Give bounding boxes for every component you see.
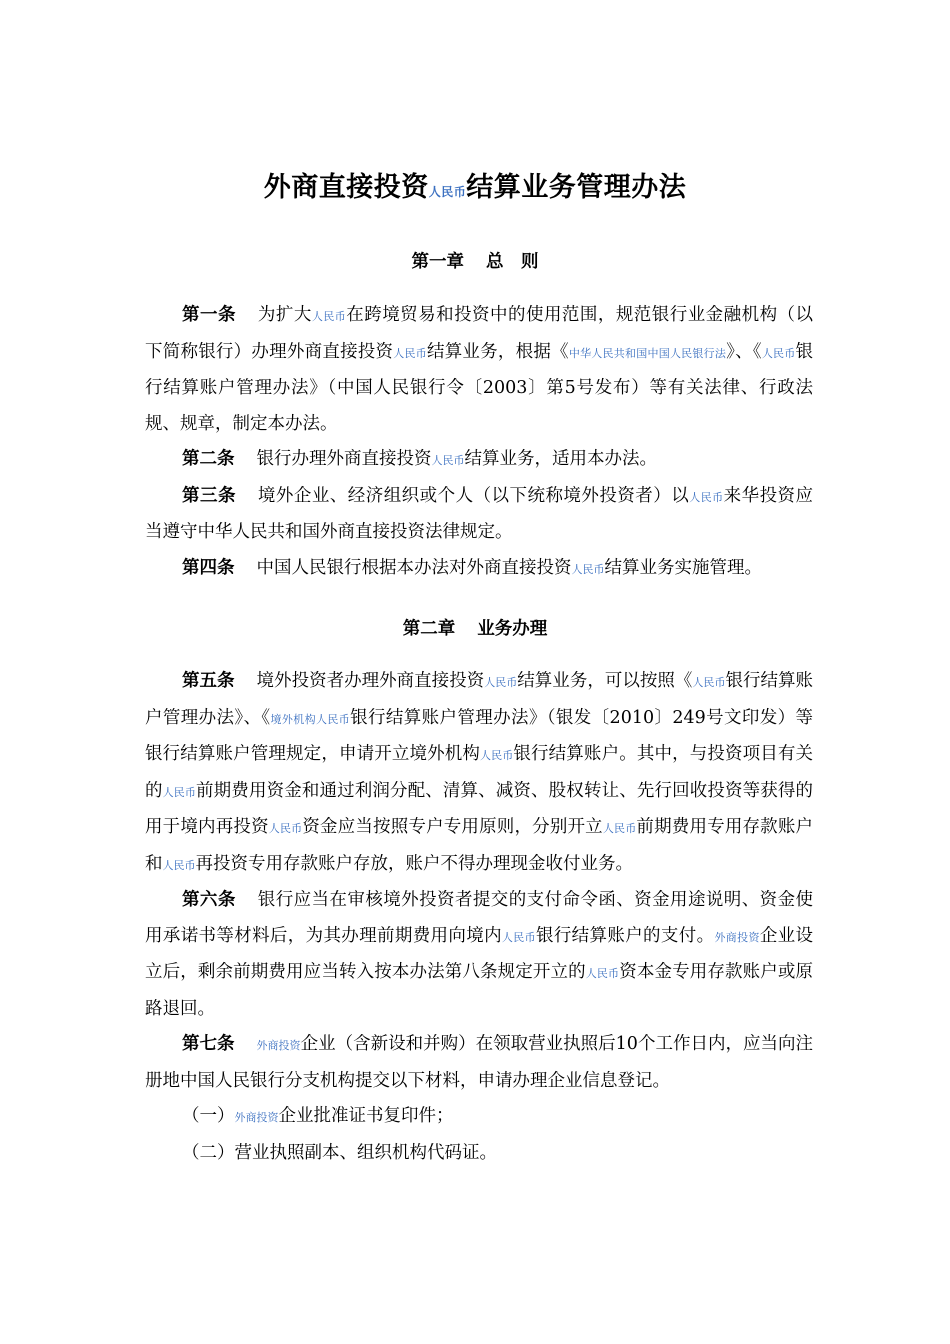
article-2-label: 第二条 [182,449,235,469]
article-1-text-4: 》、《 [726,341,762,362]
list-item-1-text: 企业批准证书复印件； [278,1106,454,1126]
article-5-annotation-1: 人民币 [484,676,518,689]
article-6-text-4: 资本金专用存款账户或原路退回。 [145,962,814,1019]
document-title [0,165,950,204]
chapter-2-heading [0,615,950,640]
article-2-text-1: 银行办理外商直接投资 [256,449,432,469]
article-5-annotation-6: 人民币 [268,822,303,835]
article-5-text-7: 资金应当按照专户专用原则，分别开立 [302,817,603,837]
list-item-1-annotation: 外商投资 [234,1111,279,1124]
article-1-annotation-4: 人民币 [761,346,796,360]
chapter-1-heading [0,248,950,273]
title-text-post: 结算业务管理办法 [466,172,687,203]
article-5-text-9: 再投资专用存款账户存放，账户不得办理现金收付业务。 [195,853,633,874]
article-1-text-2: 在跨境贸易和投资中的使用范围，规范银行业金融机构（以下简称银行）办理外商直接投资 [145,305,814,362]
title-annotation: 人民币 [428,185,467,199]
article-1-annotation-3: 中华人民共和国中国人民银行法 [568,346,727,360]
article-3-text-2: 来华投资应当遵守中华人民共和国外商直接投资法律规定。 [145,485,814,542]
title-text-pre: 外商直接投资 [263,172,429,203]
article-6-annotation-1: 人民币 [501,930,536,944]
article-1 [145,298,813,442]
article-1-text-3: 结算业务，根据《 [426,341,569,362]
article-6-annotation-2: 外商投资 [714,930,760,944]
article-7-label: 第七条 [182,1034,235,1054]
article-5-annotation-4: 人民币 [480,749,514,762]
article-6-label: 第六条 [182,890,236,910]
list-item-1 [145,1099,813,1136]
article-5-annotation-2: 人民币 [692,676,726,689]
article-2 [145,442,813,479]
article-5-annotation-3: 境外机构人民币 [270,712,351,726]
article-5-text-8: 前期费用专用存款账户和 [145,817,814,874]
article-2-text-2: 结算业务，适用本办法。 [464,449,657,469]
chapter-1-name: 总 则 [486,252,539,272]
article-5-label: 第五条 [182,671,235,691]
article-5-text-3: 银行结算账户管理办法》、《 [145,671,814,728]
chapter-2-label: 第二章 [402,619,456,639]
list-item-2-text: 营业执照副本、组织机构代码证。 [234,1142,497,1163]
list-item-2-label: （二） [182,1142,235,1163]
article-7-annotation-1: 外商投资 [256,1039,301,1052]
article-1-annotation-1: 人民币 [311,310,347,323]
article-1-text-5: 银行结算账户管理办法》（中国人民银行令〔2003〕第5号发布）等有关法律、行政法规、规章，制定本办法。 [145,341,814,434]
article-3-annotation-1: 人民币 [689,490,724,504]
article-4-annotation-1: 人民币 [571,562,605,576]
article-5 [145,664,813,883]
list-item-1-label: （一） [182,1106,235,1126]
article-1-annotation-2: 人民币 [393,346,427,360]
article-5-text-2: 结算业务，可以按照《 [517,671,693,691]
article-3-text-1: 境外企业、经济组织或个人（以下统称境外投资者）以 [257,485,690,506]
article-1-label: 第一条 [182,305,236,325]
article-6 [145,883,813,1027]
article-5-annotation-7: 人民币 [602,822,637,835]
article-5-annotation-8: 人民币 [162,858,196,872]
article-4 [145,551,813,588]
article-6-text-3: 企业设立后，剩余前期费用应当转入按本办法第八条规定开立的 [145,925,814,982]
article-1-text-1: 为扩大 [257,305,312,325]
article-5-text-4: 银行结算账户管理办法》（银发〔2010〕249号文印发）等银行结算账户管理规定，申请开立境外机构 [145,707,814,764]
article-5-text-6: 前期费用资金和通过利润分配、清算、减资、股权转让、先行回收投资等获得的用于境内再投资 [145,780,814,837]
article-6-text-1: 银行应当在审核境外投资者提交的支付命令函、资金用途说明、资金使用承诺书等材料后，为其办理前期费用向境内 [145,890,814,946]
chapter-1-label: 第一章 [411,252,464,272]
chapter-1-body [145,298,813,587]
article-5-text-5: 银行结算账户。其中，与投资项目有关的 [145,744,814,801]
article-4-label: 第四条 [182,557,235,578]
article-3-label: 第三条 [182,485,236,506]
article-2-annotation-1: 人民币 [431,454,465,467]
article-5-text-1: 境外投资者办理外商直接投资 [256,671,485,691]
article-4-text-1: 中国人民银行根据本办法对外商直接投资 [256,557,572,578]
article-3 [145,479,813,551]
article-6-annotation-3: 人民币 [585,967,620,980]
chapter-2-body [145,664,813,1171]
article-4-text-2: 结算业务实施管理。 [604,557,762,578]
chapter-2-name: 业务办理 [477,619,548,639]
list-item-2 [145,1136,813,1172]
article-7-text-1: 企业（含新设和并购）在领取营业执照后10个工作日内，应当向注册地中国人民银行分支机构提交以下材料，申请办理企业信息登记。 [145,1034,814,1091]
article-7 [145,1027,813,1099]
article-5-annotation-5: 人民币 [162,785,197,799]
article-6-text-2: 银行结算账户的支付。 [535,925,715,946]
